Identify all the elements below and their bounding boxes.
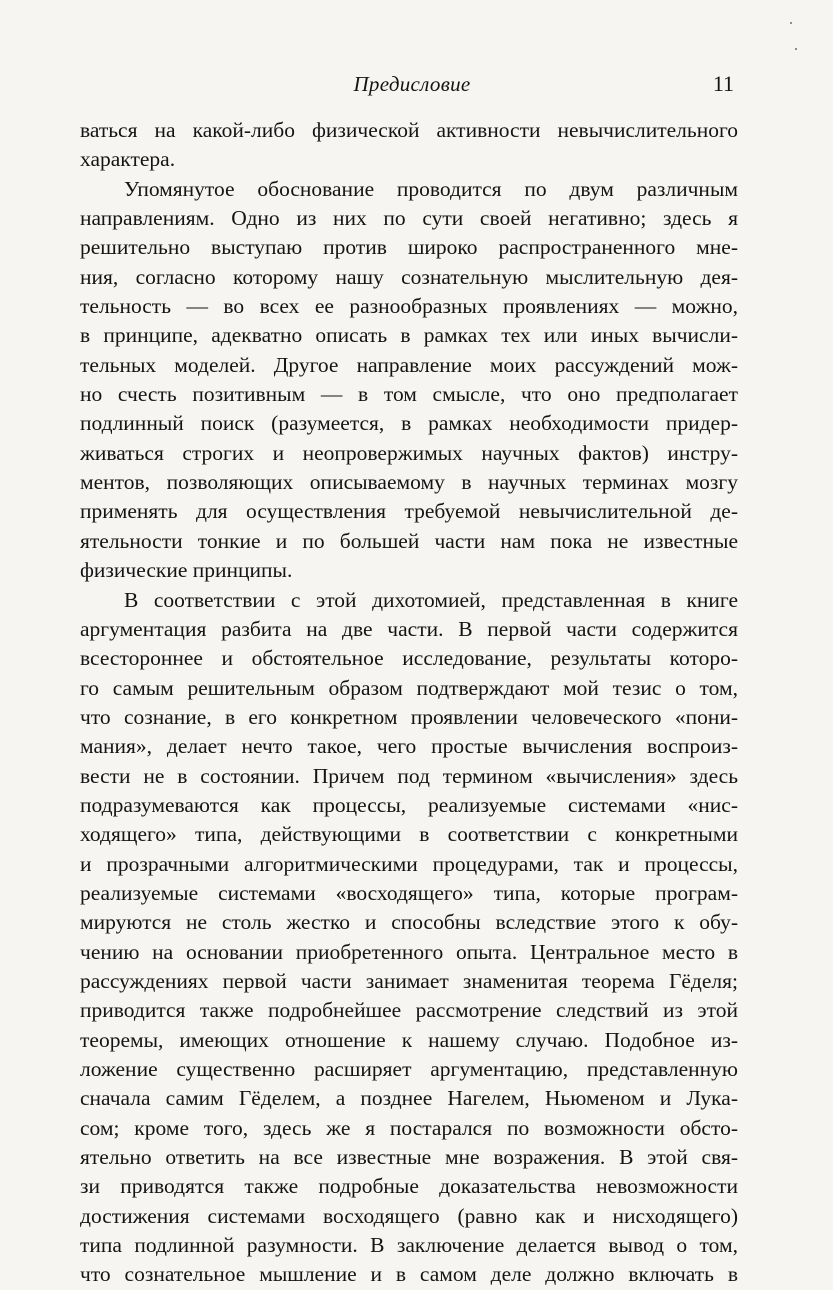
text-line: аргументация разбита на две части. В первой части содержится [80,616,738,641]
text-line: го самым решительным образом подтверждают мой тезис о том, [80,675,738,700]
text-line: ятельно ответить на все известные мне возражения. В этой свя- [80,1145,738,1170]
text-line: тельность — во всех ее разнообразных проявлениях — можно, [80,294,738,319]
text-line: что сознание, в его конкретном проявлении человеческого «пони- [80,704,738,729]
text-line: мания», делает нечто такое, чего простые вычисления воспроиз- [80,734,738,759]
scan-speck [790,22,792,24]
text-line: подразумеваются как процессы, реализуемые системами «нис- [80,792,738,817]
text-line: ложение существенно расширяет аргументацию, представленную [80,1057,738,1081]
text-line: всестороннее и обстоятельное исследование, результаты которо- [80,646,738,671]
text-line: ментов, позволяющих описываемому в научных терминах мозгу [80,470,738,495]
text-line: ния, согласно которому нашу сознательную мыслительную дея- [80,264,738,289]
text-line: типа подлинной разумности. В заключение делается вывод о том, [80,1233,738,1258]
running-title: Предисловие [353,72,471,96]
scan-speck [795,48,797,50]
text-line: живаться строгих и неопровержимых научных фактов) инстру- [80,440,738,465]
text-line: реализуемые системами «восходящего» типа, которые програм- [80,880,738,905]
text-line: зи приводятся также подробные доказательства невозможности [80,1174,738,1199]
text-line: В соответствии с этой дихотомией, представленная в книге [124,587,738,612]
text-line: что сознательное мышление и в самом деле должно включать в [80,1262,738,1287]
text-line: рассуждениях первой части занимает знаменитая теорема Гёделя; [80,968,738,993]
page-number: 11 [712,71,734,96]
text-line: чению на основании приобретенного опыта. Центральное место в [80,939,738,964]
page-header [82,66,742,102]
text-line: ваться на какой-либо физической активности невычислительного [80,118,738,142]
text-line: вести не в состоянии. Причем под термином «вычисления» здесь [80,763,738,788]
text-line: физические принципы. [80,558,293,583]
text-line: сначала самим Гёделем, а позднее Нагелем, Ньюменом и Лука- [80,1086,738,1111]
text-line: достижения системами восходящего (равно как и нисходящего) [80,1203,738,1228]
text-line: подлинный поиск (разумеется, в рамках необходимости придер- [80,411,738,436]
text-line: характера. [80,147,176,172]
text-line: направлениям. Одно из них по сути своей негативно; здесь я [80,206,738,231]
text-line: тельных моделей. Другое направление моих рассуждений мож- [80,352,738,377]
text-line: применять для осуществления требуемой невычислительной де- [80,499,738,524]
text-line: сом; кроме того, здесь же я постарался по возможности обсто- [80,1115,738,1140]
text-line: в принципе, адекватно описать в рамках тех или иных вычисли- [80,323,738,348]
body-text [80,116,738,1290]
text-line: решительно выступаю против широко распространенного мне- [80,235,738,260]
text-line: но счесть позитивным — в том смысле, что оно предполагает [80,382,738,407]
text-line: ятельности тонкие и по большей части нам пока не известные [80,528,738,553]
text-line: и прозрачными алгоритмическими процедурами, так и процессы, [80,851,738,876]
text-line: ходящего» типа, действующими в соответствии с конкретными [80,822,738,847]
text-line: мируются не столь жестко и способны вследствие этого к обу- [80,910,738,935]
text-line: теоремы, имеющих отношение к нашему случаю. Подобное из- [80,1027,738,1052]
text-line: приводится также подробнейшее рассмотрение следствий из этой [80,998,738,1023]
text-line: Упомянутое обоснование проводится по двум различным [124,176,738,201]
